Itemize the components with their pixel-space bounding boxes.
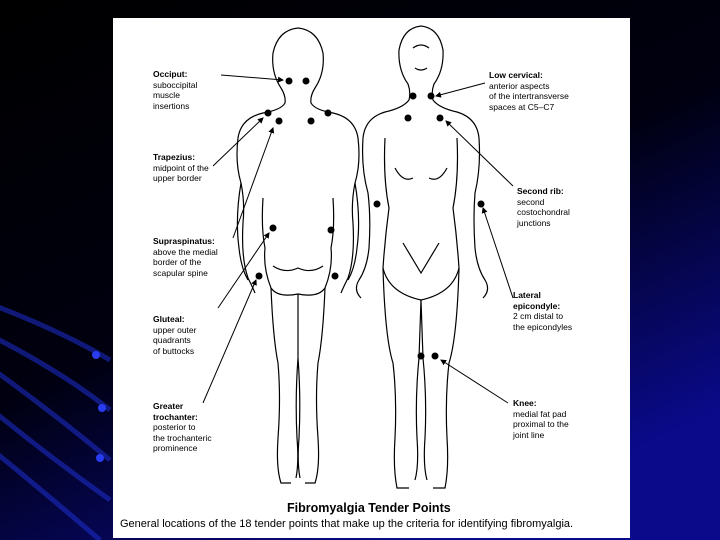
label-knee-line: medial fat pad bbox=[513, 408, 567, 419]
label-gluteal bbox=[153, 314, 196, 356]
label-knee-line: proximal to the bbox=[513, 419, 569, 429]
label-supraspinatus-line: border of the bbox=[153, 257, 202, 267]
label-trapezius-name: Trapezius: bbox=[153, 152, 196, 162]
label-greater-trochanter-line: the trochanteric bbox=[153, 432, 212, 443]
label-lateral-epicondyle-line: the epicondyles bbox=[513, 321, 573, 332]
label-second-rib-line: second bbox=[517, 196, 545, 207]
figure-caption: General locations of the 18 tender points that make up the criteria for identifying fibromyalgia. bbox=[120, 518, 574, 530]
label-occiput bbox=[153, 69, 197, 111]
label-low-cervical-line: of the intertransverse bbox=[489, 91, 569, 101]
label-lateral-epicondyle bbox=[513, 290, 572, 332]
label-greater-trochanter-line: prominence bbox=[153, 443, 198, 453]
label-low-cervical-line: spaces at C5–C7 bbox=[489, 101, 555, 112]
label-gluteal-line: quadrants bbox=[153, 335, 191, 345]
label-trapezius-line: upper border bbox=[153, 173, 202, 183]
label-knee-line: joint line bbox=[513, 429, 545, 440]
label-gluteal-line: of buttocks bbox=[153, 345, 195, 356]
label-knee-name: Knee: bbox=[513, 398, 537, 408]
label-low-cervical-line: anterior aspects bbox=[489, 80, 550, 91]
label-greater-trochanter-name: Greater bbox=[153, 401, 184, 411]
label-greater-trochanter-line: posterior to bbox=[153, 422, 196, 432]
label-supraspinatus-name: Supraspinatus: bbox=[153, 236, 215, 246]
label-gluteal-line: upper outer bbox=[153, 324, 197, 335]
label-lateral-epicondyle-name: epicondyle: bbox=[513, 300, 561, 311]
label-occiput-name: Occiput: bbox=[153, 69, 188, 79]
label-second-rib bbox=[517, 186, 570, 228]
back-view-figure bbox=[237, 28, 359, 483]
figure-title: Fibromyalgia Tender Points bbox=[287, 501, 451, 515]
label-second-rib-name: Second rib: bbox=[517, 186, 564, 196]
front-view-figure bbox=[356, 26, 487, 488]
label-greater-trochanter bbox=[153, 401, 212, 454]
label-occiput-line: insertions bbox=[153, 100, 190, 111]
label-lateral-epicondyle-line: 2 cm distal to bbox=[513, 311, 564, 321]
label-supraspinatus-line: above the medial bbox=[153, 246, 218, 257]
figure-panel bbox=[113, 18, 630, 538]
label-trapezius-line: midpoint of the bbox=[153, 162, 209, 173]
label-trapezius bbox=[153, 152, 209, 184]
label-occiput-line: muscle bbox=[153, 90, 180, 100]
label-knee bbox=[513, 398, 569, 440]
label-lateral-epicondyle-name: Lateral bbox=[513, 290, 541, 300]
label-gluteal-name: Gluteal: bbox=[153, 314, 185, 324]
label-low-cervical bbox=[489, 70, 569, 112]
label-greater-trochanter-name: trochanter: bbox=[153, 411, 198, 422]
label-supraspinatus-line: scapular spine bbox=[153, 267, 208, 278]
label-low-cervical-name: Low cervical: bbox=[489, 70, 543, 80]
label-supraspinatus bbox=[153, 236, 218, 278]
label-second-rib-line: junctions bbox=[517, 217, 551, 228]
label-occiput-line: suboccipital bbox=[153, 79, 198, 90]
label-second-rib-line: costochondral bbox=[517, 207, 570, 217]
